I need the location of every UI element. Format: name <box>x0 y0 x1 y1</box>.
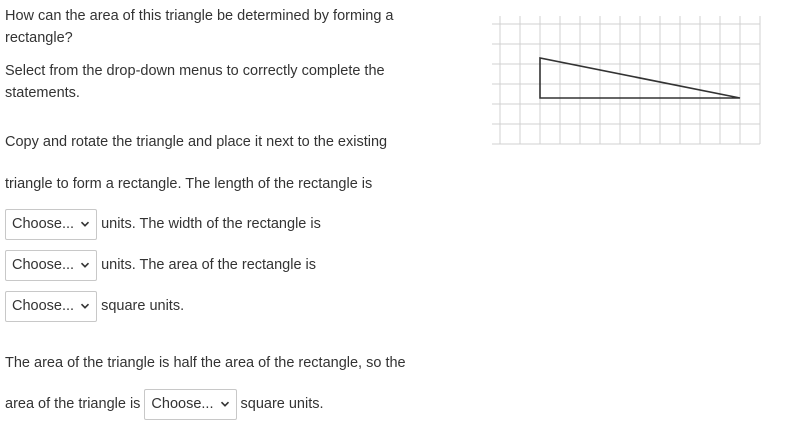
triangle-area-select[interactable] <box>144 389 236 420</box>
question-text <box>5 5 445 49</box>
instructions-text <box>5 60 445 104</box>
statement-line-2: triangle to form a rectangle. The length of the rectangle is <box>5 176 373 192</box>
triangle-figure <box>490 10 770 150</box>
triangle-area-suffix: square units. <box>240 396 324 412</box>
length-row <box>5 208 321 240</box>
width-select[interactable] <box>5 250 97 281</box>
grid-lines <box>492 16 760 144</box>
rectangle-area-select[interactable] <box>5 291 97 322</box>
triangle-area-select-value: Choose... <box>151 396 214 412</box>
chevron-down-icon <box>220 399 230 409</box>
width-suffix: units. The area of the rectangle is <box>101 257 317 273</box>
triangle-area-row <box>5 388 324 420</box>
length-suffix: units. The width of the rectangle is <box>101 216 321 232</box>
length-select-value: Choose... <box>12 216 75 232</box>
statement-line-1: Copy and rotate the triangle and place it next to the existing <box>5 134 388 150</box>
length-select[interactable] <box>5 209 97 240</box>
question-line-2: rectangle? <box>5 30 73 46</box>
rectangle-area-suffix: square units. <box>101 298 185 314</box>
question-line-1: How can the area of this triangle be determined by forming a <box>5 8 394 24</box>
width-select-value: Choose... <box>12 257 75 273</box>
conclusion-line-1: The area of the triangle is half the area of the rectangle, so the <box>5 355 406 371</box>
instructions-line-2: statements. <box>5 85 80 101</box>
rectangle-area-row <box>5 290 184 322</box>
chevron-down-icon <box>80 219 90 229</box>
width-row <box>5 249 316 281</box>
instructions-line-1: Select from the drop-down menus to correctly complete the <box>5 63 385 79</box>
chevron-down-icon <box>80 260 90 270</box>
chevron-down-icon <box>80 301 90 311</box>
rectangle-area-select-value: Choose... <box>12 298 75 314</box>
triangle-area-prefix: area of the triangle is <box>5 396 141 412</box>
